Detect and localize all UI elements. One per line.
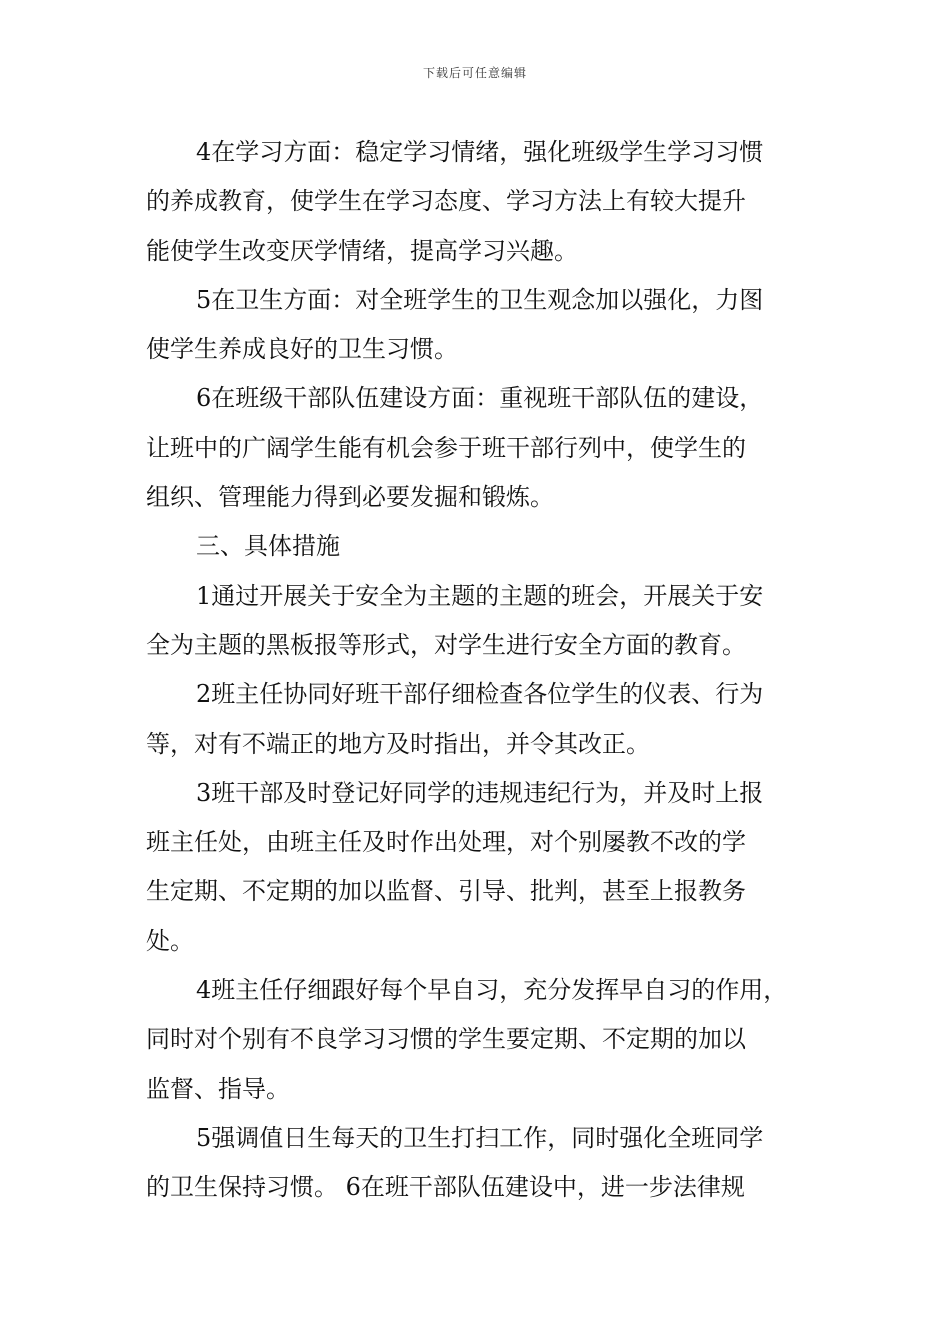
text-line: 班主任处，由班主任及时作出处理，对个别屡教不改的学 — [146, 828, 746, 857]
text-line: 生定期、不定期的加以监督、引导、批判，甚至上报教务 — [146, 877, 746, 906]
text-line: 6在班级干部队伍建设方面：重视班干部队伍的建设， — [196, 384, 764, 413]
text-line: 三、具体措施 — [196, 532, 340, 561]
text-line: 4班主任仔细跟好每个早自习，充分发挥早自习的作用， — [196, 976, 788, 1005]
text-line: 使学生养成良好的卫生习惯。 — [146, 335, 458, 364]
text-line: 让班中的广阔学生能有机会参于班干部行列中，使学生的 — [146, 433, 746, 462]
text-line: 4在学习方面：稳定学习情绪，强化班级学生学习习惯 — [196, 138, 764, 166]
text-line: 同时对个别有不良学习习惯的学生要定期、不定期的加以 — [146, 1025, 746, 1054]
text-line: 5强调值日生每天的卫生打扫工作，同时强化全班同学 — [196, 1123, 764, 1152]
text-line: 的卫生保持习惯。 6在班干部队伍建设中，进一步法律规 — [146, 1173, 745, 1202]
text-line: 处。 — [146, 926, 194, 955]
document-body — [146, 128, 811, 1213]
text-line: 组织、管理能力得到必要发掘和锻炼。 — [146, 483, 554, 512]
text-line: 2班主任协同好班干部仔细检查各位学生的仪表、行为 — [196, 680, 764, 709]
text-line: 3班干部及时登记好同学的违规违纪行为，并及时上报 — [196, 778, 764, 807]
text-line: 5在卫生方面：对全班学生的卫生观念加以强化，力图 — [196, 285, 764, 314]
text-line: 能使学生改变厌学情绪，提高学习兴趣。 — [146, 236, 578, 265]
page-header: 下载后可任意编辑 — [422, 66, 527, 80]
text-line: 的养成教育，使学生在学习态度、学习方法上有较大提升 — [146, 187, 746, 216]
text-line: 等，对有不端正的地方及时指出，并令其改正。 — [146, 729, 650, 758]
text-line: 全为主题的黑板报等形式，对学生进行安全方面的教育。 — [146, 630, 746, 659]
text-line: 1通过开展关于安全为主题的主题的班会，开展关于安 — [196, 581, 764, 610]
text-line: 监督、指导。 — [146, 1074, 290, 1103]
